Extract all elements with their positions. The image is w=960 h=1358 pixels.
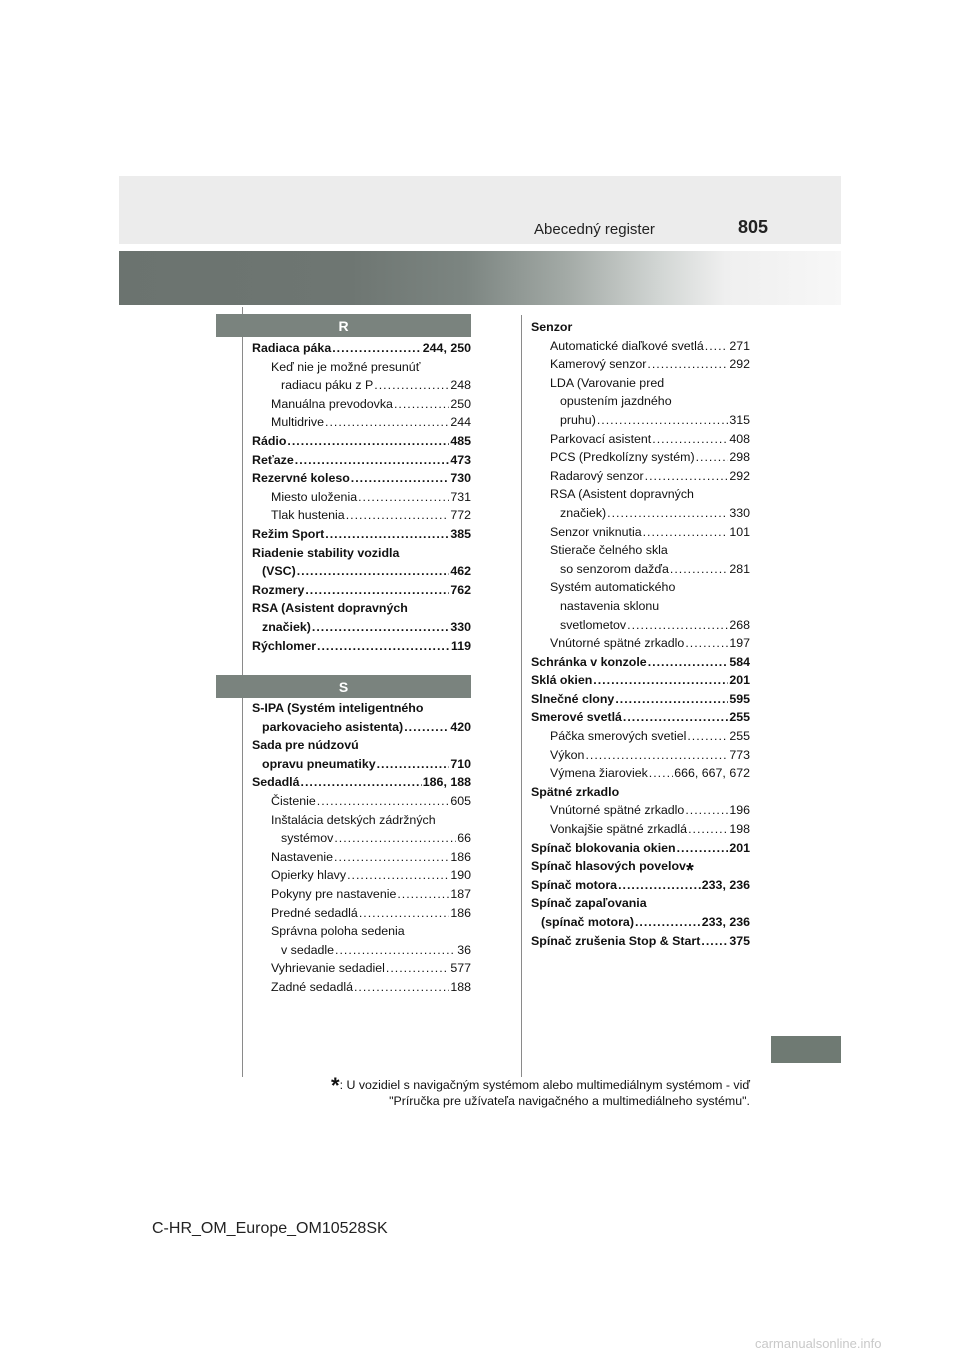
leader-dots bbox=[597, 411, 728, 430]
index-entry-page: 408 bbox=[729, 431, 750, 446]
index-entry bbox=[252, 488, 471, 507]
index-entry-term: parkovacieho asistenta) bbox=[262, 719, 404, 734]
leader-dots bbox=[354, 978, 449, 997]
watermark: carmanualsonline.info bbox=[755, 1336, 882, 1351]
index-entry-term: Rádio bbox=[252, 433, 287, 448]
index-entry-term: pruhu) bbox=[560, 412, 596, 427]
index-entry-page: 233, 236 bbox=[701, 877, 750, 892]
index-entry-term: opravu pneumatiky bbox=[262, 756, 376, 771]
leader-dots bbox=[585, 746, 728, 765]
index-entry bbox=[531, 690, 750, 709]
index-entry bbox=[531, 318, 750, 337]
header-band bbox=[119, 176, 841, 244]
index-entry bbox=[252, 395, 471, 414]
index-entry-term: Radiaca páka bbox=[252, 341, 332, 355]
index-entry bbox=[252, 755, 471, 774]
index-entry-term: Spínač motora bbox=[531, 877, 618, 892]
index-entry-page: 375 bbox=[729, 933, 750, 948]
leader-dots bbox=[305, 581, 449, 600]
index-entry bbox=[531, 448, 750, 467]
leader-dots bbox=[670, 560, 728, 579]
index-entry bbox=[531, 820, 750, 839]
index-entry-page: 201 bbox=[729, 840, 750, 855]
index-entry-term: nastavenia sklonu bbox=[560, 598, 660, 613]
index-entry-page: 462 bbox=[450, 564, 471, 579]
index-entry bbox=[531, 913, 750, 932]
leader-dots bbox=[346, 506, 450, 525]
index-entry-term: Režim Sport bbox=[252, 526, 325, 541]
section-tab-marker bbox=[771, 1036, 841, 1063]
index-entry-term: v sedadle bbox=[281, 942, 335, 957]
index-entry-term: Rozmery bbox=[252, 582, 305, 597]
index-entry-term: (VSC) bbox=[262, 564, 296, 579]
index-entry bbox=[252, 829, 471, 848]
index-entry bbox=[531, 746, 750, 765]
leader-dots bbox=[705, 337, 729, 356]
index-entry bbox=[252, 358, 471, 377]
index-entry-term: Senzor bbox=[531, 320, 573, 334]
footnote-line1: : U vozidiel s navigačným systémom alebo multimediálnym systémom - viď bbox=[339, 1078, 750, 1092]
leader-dots bbox=[615, 690, 728, 709]
index-entry-page: 36 bbox=[457, 942, 471, 957]
index-entry bbox=[252, 599, 471, 618]
leader-dots bbox=[623, 708, 728, 727]
index-entry bbox=[252, 718, 471, 737]
index-list-s-column1 bbox=[252, 699, 471, 997]
index-entry-term: Opierky hlavy bbox=[271, 868, 347, 883]
index-entry-term: Multidrive bbox=[271, 415, 325, 430]
index-entry-page: 730 bbox=[450, 471, 471, 486]
index-entry bbox=[531, 857, 750, 882]
index-entry bbox=[252, 941, 471, 960]
index-entry-page: 330 bbox=[450, 619, 471, 634]
index-entry bbox=[531, 485, 750, 504]
leader-dots bbox=[332, 339, 422, 358]
index-entry-page: 330 bbox=[729, 505, 750, 520]
index-entry bbox=[531, 541, 750, 560]
leader-dots bbox=[685, 801, 728, 820]
index-entry bbox=[252, 376, 471, 395]
index-entry-page: 595 bbox=[729, 691, 750, 706]
index-entry bbox=[252, 637, 471, 656]
index-entry-term: Zadné sedadlá bbox=[271, 979, 353, 994]
index-entry bbox=[531, 392, 750, 411]
index-entry-page: 292 bbox=[729, 357, 750, 372]
leader-dots bbox=[618, 876, 701, 895]
index-entry-term: Výmena žiaroviek bbox=[550, 766, 648, 781]
index-entry-term: Miesto uloženia bbox=[271, 489, 358, 504]
index-entry-term: RSA (Asistent dopravných bbox=[252, 601, 408, 616]
index-entry-page: 773 bbox=[729, 747, 750, 762]
leader-dots bbox=[351, 469, 450, 488]
index-entry bbox=[252, 866, 471, 885]
index-entry-page: 244, 250 bbox=[422, 341, 471, 355]
index-entry bbox=[252, 922, 471, 941]
leader-dots bbox=[334, 829, 456, 848]
index-entry bbox=[531, 727, 750, 746]
index-entry-page: 281 bbox=[729, 561, 750, 576]
index-entry-page: 248 bbox=[450, 378, 471, 393]
index-entry bbox=[252, 885, 471, 904]
index-entry-page: 186, 188 bbox=[422, 775, 471, 790]
index-entry-page: 710 bbox=[450, 756, 471, 771]
index-list-r bbox=[252, 339, 471, 655]
leader-dots bbox=[652, 430, 728, 449]
footnote-line2: "Príručka pre užívateľa navigačného a multimediálneho systému". bbox=[389, 1094, 750, 1108]
index-entry bbox=[531, 337, 750, 356]
index-entry-term: Vyhrievanie sedadiel bbox=[271, 961, 385, 976]
section-header-s: S bbox=[216, 675, 471, 698]
index-entry-term: Sklá okien bbox=[531, 673, 593, 688]
leader-dots bbox=[593, 671, 728, 690]
index-entry-page: 762 bbox=[450, 582, 471, 597]
index-entry-page: 66 bbox=[457, 831, 471, 846]
index-entry bbox=[531, 355, 750, 374]
index-entry bbox=[531, 634, 750, 653]
footnote-marker: * bbox=[331, 1073, 340, 1098]
index-entry-term: Sada pre núdzovú bbox=[252, 738, 359, 753]
index-entry bbox=[531, 504, 750, 523]
index-entry-term: Manuálna prevodovka bbox=[271, 396, 393, 411]
index-entry bbox=[252, 904, 471, 923]
leader-dots bbox=[696, 448, 729, 467]
leader-dots bbox=[386, 959, 449, 978]
leader-dots bbox=[312, 618, 449, 637]
index-entry-term: Spínač blokovania okien bbox=[531, 840, 676, 855]
index-entry-page: 385 bbox=[450, 526, 471, 541]
index-entry-term: Spínač zrušenia Stop & Start bbox=[531, 933, 701, 948]
index-entry-term: (spínač motora) bbox=[541, 915, 634, 929]
index-entry-term: Výkon bbox=[550, 747, 585, 762]
document-code: C-HR_OM_Europe_OM10528SK bbox=[152, 1220, 388, 1237]
leader-dots bbox=[687, 727, 728, 746]
index-entry bbox=[252, 506, 471, 525]
leader-dots bbox=[677, 839, 729, 858]
index-entry-term: Nastavenie bbox=[271, 849, 333, 864]
index-entry-term: Senzor vniknutia bbox=[550, 524, 642, 539]
index-entry-term: PCS (Predkolízny systém) bbox=[550, 450, 695, 465]
index-entry-page: 190 bbox=[450, 868, 471, 883]
index-entry-term: Predné sedadlá bbox=[271, 905, 358, 920]
index-entry-term: značiek) bbox=[262, 619, 311, 634]
index-entry-page: 197 bbox=[729, 636, 750, 651]
index-entry-term: Vnútorné spätné zrkadlo bbox=[550, 636, 685, 651]
index-entry bbox=[252, 469, 471, 488]
index-entry-term: Páčka smerových svetiel bbox=[550, 729, 687, 744]
leader-dots bbox=[359, 904, 450, 923]
index-entry-page: 271 bbox=[729, 338, 750, 353]
index-entry-term: Automatické diaľkové svetlá bbox=[550, 338, 704, 353]
leader-dots bbox=[685, 634, 728, 653]
index-entry bbox=[252, 544, 471, 563]
index-entry-page: 198 bbox=[729, 822, 750, 837]
index-entry-page: 186 bbox=[450, 849, 471, 864]
index-entry-term: so senzorom dažďa bbox=[560, 561, 669, 576]
index-entry-page: 485 bbox=[450, 433, 471, 448]
index-entry-term: Spätné zrkadlo bbox=[531, 784, 620, 799]
index-entry-page: 298 bbox=[729, 450, 750, 465]
index-entry bbox=[531, 597, 750, 616]
index-entry-term: Radarový senzor bbox=[550, 468, 644, 483]
index-entry-term: Inštalácia detských zádržných bbox=[271, 812, 436, 827]
index-entry-term: radiacu páku z P bbox=[281, 378, 374, 393]
index-entry-term: Reťaze bbox=[252, 452, 294, 467]
leader-dots bbox=[317, 792, 450, 811]
index-entry bbox=[252, 413, 471, 432]
index-entry-page: 473 bbox=[450, 452, 471, 467]
index-entry-term: Čistenie bbox=[271, 793, 316, 808]
index-entry-page: 186 bbox=[450, 905, 471, 920]
index-entry bbox=[531, 616, 750, 635]
index-entry-page: 584 bbox=[729, 654, 750, 669]
leader-dots bbox=[635, 913, 701, 932]
index-entry bbox=[531, 430, 750, 449]
leader-dots bbox=[301, 773, 422, 792]
index-entry-term: opustením jazdného bbox=[560, 394, 672, 409]
index-entry-term: RSA (Asistent dopravných bbox=[550, 487, 694, 502]
index-entry bbox=[531, 932, 750, 951]
index-entry-page: 187 bbox=[450, 886, 471, 901]
index-entry bbox=[252, 339, 471, 358]
index-entry bbox=[531, 801, 750, 820]
index-entry-term: Spínač hlasových povelov bbox=[531, 859, 686, 874]
leader-dots bbox=[607, 504, 728, 523]
index-entry-term: Parkovací asistent bbox=[550, 431, 652, 446]
index-entry-term: Rezervné koleso bbox=[252, 471, 350, 486]
index-entry bbox=[252, 811, 471, 830]
index-entry-page: 250 bbox=[450, 396, 471, 411]
index-entry bbox=[252, 451, 471, 470]
leader-dots bbox=[334, 848, 449, 867]
index-entry bbox=[531, 523, 750, 542]
index-entry-page: 666, 667, 672 bbox=[674, 766, 750, 781]
index-entry-term: Riadenie stability vozidla bbox=[252, 545, 400, 560]
index-entry-page: 101 bbox=[729, 524, 750, 539]
index-entry bbox=[531, 894, 750, 913]
leader-dots bbox=[287, 432, 449, 451]
index-entry bbox=[252, 978, 471, 997]
index-entry-term: Rýchlomer bbox=[252, 638, 317, 653]
leader-dots bbox=[649, 764, 673, 783]
index-entry-term: Spínač zapaľovania bbox=[531, 896, 647, 911]
leader-dots bbox=[648, 653, 729, 672]
leader-dots bbox=[397, 885, 449, 904]
index-entry-page: 731 bbox=[450, 489, 471, 504]
page-title: Abecedný register bbox=[534, 221, 655, 238]
index-entry bbox=[531, 374, 750, 393]
footnote bbox=[270, 1073, 750, 1109]
index-entry bbox=[252, 432, 471, 451]
footnote-star-icon: * bbox=[685, 859, 694, 882]
index-entry bbox=[252, 581, 471, 600]
index-entry-term: LDA (Varovanie pred bbox=[550, 375, 665, 390]
index-entry bbox=[252, 792, 471, 811]
index-list-s-column2 bbox=[531, 318, 750, 950]
leader-dots bbox=[688, 820, 728, 839]
index-entry bbox=[252, 618, 471, 637]
index-entry bbox=[531, 578, 750, 597]
leader-dots bbox=[317, 637, 450, 656]
index-entry-page: 244 bbox=[450, 415, 471, 430]
decorative-gradient-bar bbox=[119, 251, 841, 305]
index-entry bbox=[531, 671, 750, 690]
leader-dots bbox=[358, 488, 449, 507]
index-entry-term: Tlak hustenia bbox=[271, 508, 345, 523]
index-entry-term: Sedadlá bbox=[252, 775, 300, 790]
leader-dots bbox=[404, 718, 449, 737]
index-entry bbox=[531, 653, 750, 672]
index-entry bbox=[531, 411, 750, 430]
index-entry-term: Stierače čelného skla bbox=[550, 543, 668, 558]
index-entry-page: 201 bbox=[729, 673, 750, 688]
index-entry bbox=[252, 525, 471, 544]
index-entry-page: 420 bbox=[450, 719, 471, 734]
index-entry bbox=[531, 764, 750, 783]
index-entry-page: 605 bbox=[450, 793, 471, 808]
index-entry-term: Vnútorné spätné zrkadlo bbox=[550, 803, 685, 818]
leader-dots bbox=[701, 932, 728, 951]
leader-dots bbox=[643, 523, 729, 542]
index-entry-page: 233, 236 bbox=[701, 915, 750, 929]
index-entry-page: 119 bbox=[451, 638, 471, 653]
index-entry-term: Slnečné clony bbox=[531, 691, 615, 706]
leader-dots bbox=[325, 525, 449, 544]
index-entry bbox=[531, 708, 750, 727]
index-entry-term: svetlometov bbox=[560, 617, 627, 632]
index-entry-page: 188 bbox=[450, 979, 471, 994]
leader-dots bbox=[377, 755, 450, 774]
leader-dots bbox=[647, 355, 728, 374]
index-entry-term: Schránka v konzole bbox=[531, 654, 647, 669]
index-entry-page: 772 bbox=[450, 508, 471, 523]
index-entry bbox=[252, 736, 471, 755]
index-entry-term: Smerové svetlá bbox=[531, 710, 622, 725]
index-entry bbox=[531, 783, 750, 802]
index-entry-page: 315 bbox=[729, 412, 750, 427]
leader-dots bbox=[297, 562, 450, 581]
index-entry bbox=[252, 699, 471, 718]
index-entry bbox=[252, 959, 471, 978]
index-entry-term: Vonkajšie spätné zrkadlá bbox=[550, 822, 688, 837]
index-entry-term: Správna poloha sedenia bbox=[271, 924, 405, 939]
page-number: 805 bbox=[738, 217, 769, 237]
index-entry-term: značiek) bbox=[560, 505, 607, 520]
index-entry-term: Systém automatického bbox=[550, 580, 676, 595]
index-entry bbox=[531, 560, 750, 579]
leader-dots bbox=[325, 413, 449, 432]
leader-dots bbox=[374, 376, 449, 395]
index-entry bbox=[531, 839, 750, 858]
index-entry bbox=[252, 562, 471, 581]
index-entry-term: systémov bbox=[281, 831, 334, 846]
column-divider-middle bbox=[521, 315, 522, 1077]
index-entry-page: 577 bbox=[450, 961, 471, 976]
leader-dots bbox=[394, 395, 449, 414]
section-header-r: R bbox=[216, 314, 471, 337]
index-entry bbox=[531, 467, 750, 486]
leader-dots bbox=[627, 616, 728, 635]
index-entry-page: 268 bbox=[729, 617, 750, 632]
index-entry-page: 255 bbox=[729, 729, 750, 744]
index-entry bbox=[531, 876, 750, 895]
index-entry-page: 196 bbox=[729, 803, 750, 818]
index-entry-page: 292 bbox=[729, 468, 750, 483]
index-entry bbox=[252, 773, 471, 792]
index-entry-term: S-IPA (Systém inteligentného bbox=[252, 701, 424, 715]
index-entry bbox=[252, 848, 471, 867]
index-entry-term: Kamerový senzor bbox=[550, 357, 647, 372]
leader-dots bbox=[347, 866, 449, 885]
index-entry-page: 255 bbox=[729, 710, 750, 725]
leader-dots bbox=[295, 451, 450, 470]
index-entry-term: Keď nie je možné presunúť bbox=[271, 359, 421, 374]
leader-dots bbox=[645, 467, 729, 486]
leader-dots bbox=[335, 941, 456, 960]
index-entry-term: Pokyny pre nastavenie bbox=[271, 886, 397, 901]
